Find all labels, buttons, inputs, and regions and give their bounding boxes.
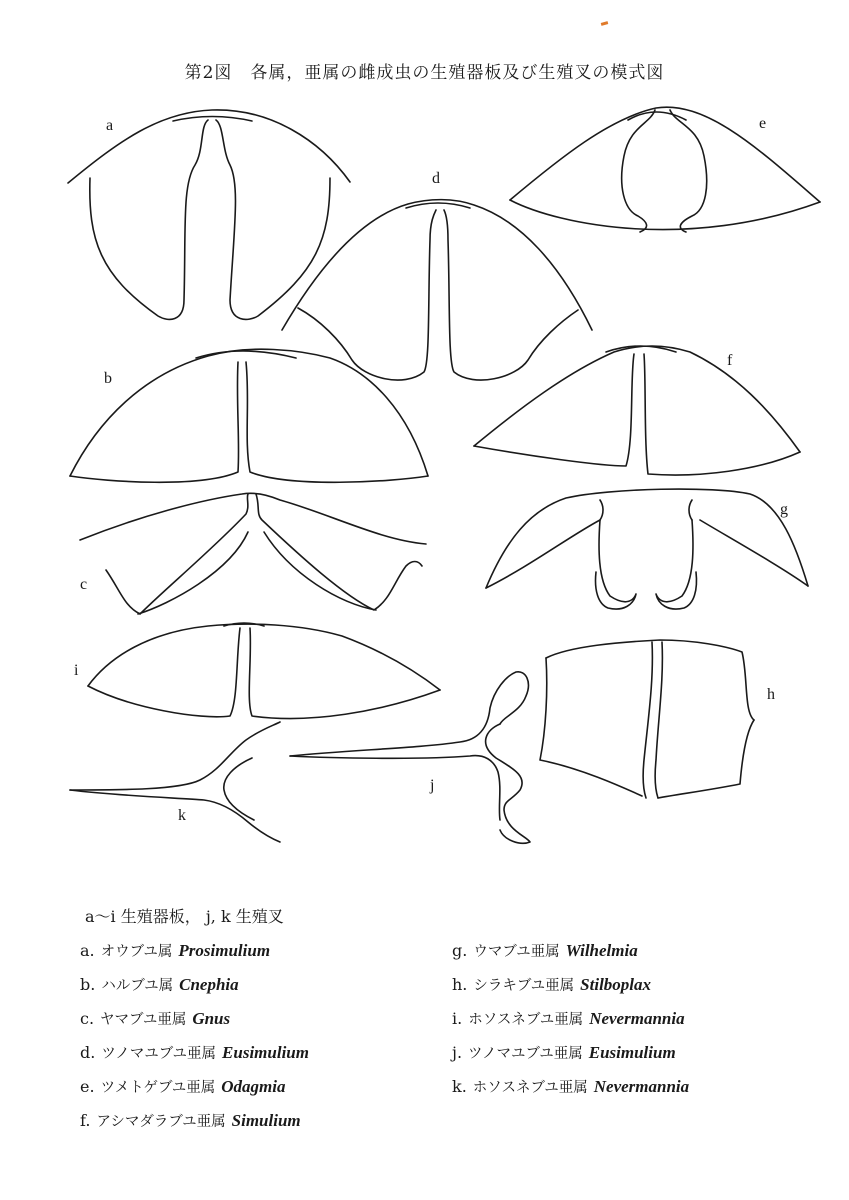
diagram-i [88, 623, 440, 718]
label-a: a [106, 117, 114, 134]
legend-item: c. ヤマブユ亜属 Gnus [80, 1009, 231, 1028]
diagram-g [486, 489, 808, 609]
legend-item: g. ウマブユ亜属 Wilhelmia [452, 941, 638, 960]
diagram-d [282, 200, 592, 380]
legend-item: i. ホソスネブユ亜属 Nevermannia [452, 1009, 685, 1028]
diagram-j [290, 672, 530, 843]
legend-item: h. シラキブユ亜属 Stilboplax [452, 975, 652, 994]
legend-item: e. ツメトゲブユ亜属 Odagmia [80, 1077, 286, 1096]
diagram-a [68, 110, 350, 319]
legend-item: f. アシマダラブユ亜属 Simulium [80, 1111, 301, 1130]
diagram-k [70, 722, 280, 842]
legend-header: a〜i 生殖器板， j, k 生殖叉 [85, 907, 284, 926]
label-k: k [178, 807, 186, 824]
label-h: h [767, 686, 775, 703]
label-e: e [759, 115, 767, 132]
diagram-c [80, 493, 426, 614]
figure-title: 第2図 各属，亜属の雌成虫の生殖器板及び生殖叉の模式図 [184, 63, 665, 83]
label-i: i [74, 662, 79, 679]
legend-item: j. ツノマユブユ亜属 Eusimulium [452, 1043, 676, 1062]
legend-item: b. ハルブユ属 Cnephia [80, 975, 239, 994]
diagram-b [70, 349, 428, 482]
label-b: b [104, 370, 112, 387]
label-j: j [430, 777, 435, 794]
label-g: g [780, 501, 788, 518]
label-c: c [80, 576, 88, 593]
label-d: d [432, 170, 440, 187]
label-f: f [727, 352, 733, 369]
diagram-e [510, 107, 820, 232]
legend-item: a. オウブユ属 Prosimulium [80, 941, 271, 960]
legend-item: k. ホソスネブユ亜属 Nevermannia [452, 1077, 690, 1096]
legend-item: d. ツノマユブユ亜属 Eusimulium [80, 1043, 309, 1062]
diagram-h [540, 640, 754, 798]
